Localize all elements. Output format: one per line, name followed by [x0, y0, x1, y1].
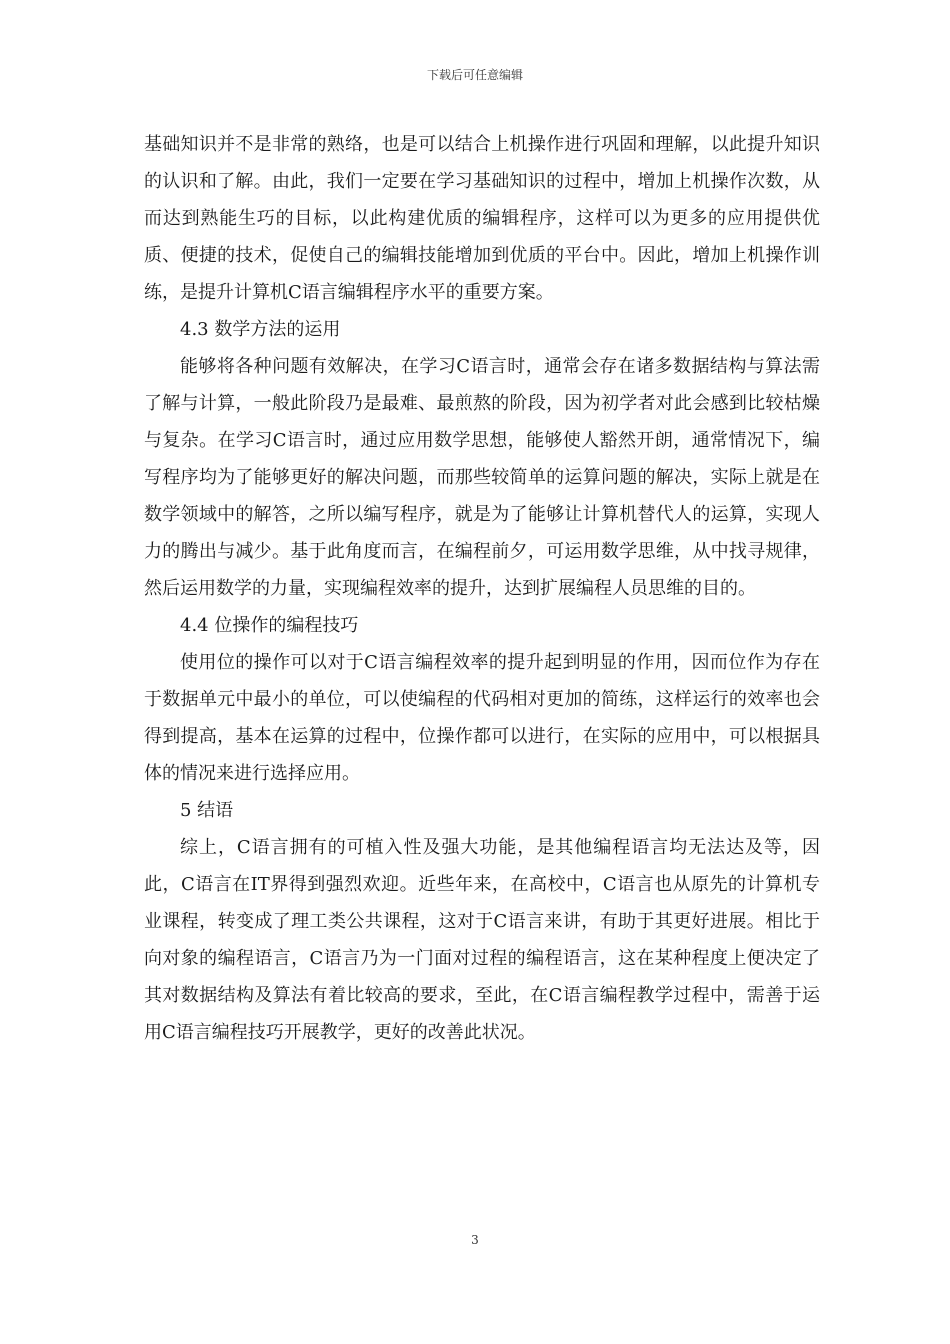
paragraph-5: 综上，C语言拥有的可植入性及强大功能，是其他编程语言均无法达及等，因此，C语言在IT界得到强烈欢迎。近些年来，在高校中，C语言也从原先的计算机专业课程，转变成了理工类公共课程，这对于C语言来讲，有助于其更好进展。相比于向对象的编程语言，C语言乃为一门面对过程的编程语言，这在某种程度上便决定了其对数据结构及算法有着比较高的要求，至此，在C语言编程教学过程中，需善于运用C语言编程技巧开展教学，更好的改善此状况。 [144, 837, 820, 1043]
paragraph-4-4: 使用位的操作可以对于C语言编程效率的提升起到明显的作用，因而位作为存在于数据单元中最小的单位，可以使编程的代码相对更加的简练，这样运行的效率也会得到提高，基本在运算的过程中，位操作都可以进行，在实际的应用中，可以根据具体的情况来进行选择应用。 [144, 652, 820, 784]
paragraph-4-3: 能够将各种问题有效解决，在学习C语言时，通常会存在诸多数据结构与算法需了解与计算，一般此阶段乃是最难、最煎熬的阶段，因为初学者对此会感到比较枯燥与复杂。在学习C语言时，通过应用数学思想，能够使人豁然开朗，通常情况下，编写程序均为了能够更好的解决问题，而那些较简单的运算问题的解决，实际上就是在数学领域中的解答，之所以编写程序，就是为了能够让计算机替代人的运算，实现人力的腾出与减少。基于此角度而言，在编程前夕，可运用数学思维，从中找寻规律，然后运用数学的力量，实现编程效率的提升，达到扩展编程人员思维的目的。 [144, 356, 820, 599]
page-header: 下载后可任意编辑 [426, 68, 523, 82]
document-body [144, 126, 820, 1051]
section-heading-4-4: 4.4 位操作的编程技巧 [180, 615, 359, 636]
paragraph-continued: 基础知识并不是非常的熟络，也是可以结合上机操作进行巩固和理解，以此提升知识的认识和了解。由此，我们一定要在学习基础知识的过程中，增加上机操作次数，从而达到熟能生巧的目标，以此构建优质的编辑程序，这样可以为更多的应用提供优质、便捷的技术，促使自己的编辑技能增加到优质的平台中。因此，增加上机操作训练，是提升计算机C语言编辑程序水平的重要方案。 [144, 134, 820, 303]
section-heading-5: 5 结语 [180, 800, 234, 821]
section-heading-4-3: 4.3 数学方法的运用 [180, 319, 341, 340]
page-number: 3 [471, 1233, 479, 1247]
